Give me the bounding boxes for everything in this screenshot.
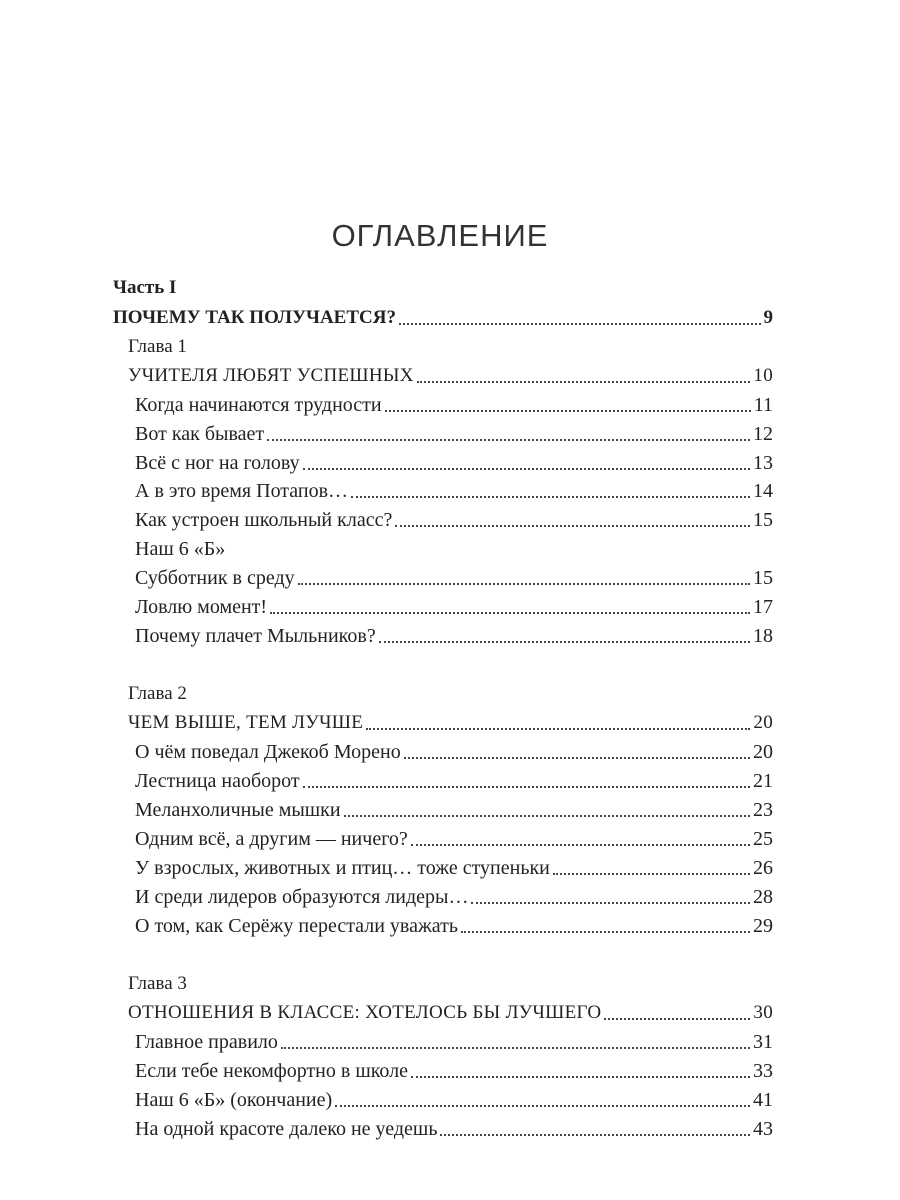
toc-entry[interactable] xyxy=(135,796,773,824)
toc-entry[interactable] xyxy=(135,622,773,650)
entry-page: 23 xyxy=(753,799,773,821)
dot-leader xyxy=(335,1105,750,1107)
part-label: Часть I xyxy=(113,277,177,298)
entry-page: 13 xyxy=(753,452,773,474)
entry-label: Наш 6 «Б» xyxy=(135,538,226,560)
entry-page: 9 xyxy=(763,307,773,328)
entry-label: Ловлю момент! xyxy=(135,596,268,618)
entry-label: ЧЕМ ВЫШЕ, ТЕМ ЛУЧШЕ xyxy=(128,712,364,733)
entry-page: 15 xyxy=(753,509,773,531)
entry-label: ОТНОШЕНИЯ В КЛАССЕ: ХОТЕЛОСЬ БЫ ЛУЧШЕГО xyxy=(128,1002,602,1023)
dot-leader xyxy=(399,323,761,325)
dot-leader xyxy=(267,439,750,441)
toc-entry-chapter-2[interactable] xyxy=(128,709,773,737)
toc-entry[interactable] xyxy=(135,391,773,419)
toc-entry[interactable] xyxy=(135,1086,773,1114)
dot-leader xyxy=(395,525,750,527)
chapter-label: Глава 2 xyxy=(128,683,187,704)
dot-leader xyxy=(379,641,750,643)
entry-label: Главное правило xyxy=(135,1031,278,1053)
entry-page: 30 xyxy=(753,1002,773,1023)
entry-label: Меланхоличные мышки xyxy=(135,799,341,821)
toc-entry[interactable] xyxy=(135,420,773,448)
entry-label: Одним всё, а другим — ничего? xyxy=(135,828,408,850)
entry-page: 14 xyxy=(753,480,773,502)
dot-leader xyxy=(440,1134,750,1136)
toc-entry[interactable] xyxy=(135,912,773,940)
entry-page: 29 xyxy=(753,915,773,937)
dot-leader xyxy=(404,757,750,759)
toc-entry[interactable] xyxy=(135,825,773,853)
entry-page: 43 xyxy=(753,1118,773,1140)
entry-page: 41 xyxy=(753,1089,773,1111)
dot-leader xyxy=(461,931,750,933)
toc-entry[interactable] xyxy=(135,1028,773,1056)
entry-page: 17 xyxy=(753,596,773,618)
toc-subheading xyxy=(135,535,773,563)
toc-entry[interactable] xyxy=(135,506,773,534)
toc-entry[interactable] xyxy=(135,1115,773,1143)
entry-label: ПОЧЕМУ ТАК ПОЛУЧАЕТСЯ? xyxy=(113,307,396,328)
entry-label: У взрослых, животных и птиц… тоже ступеньки xyxy=(135,857,550,879)
toc-entry-chapter-3[interactable] xyxy=(128,999,773,1027)
entry-page: 20 xyxy=(753,712,773,733)
chapter-label: Глава 3 xyxy=(128,973,187,994)
dot-leader xyxy=(270,612,750,614)
toc-entry[interactable] xyxy=(135,883,773,911)
entry-label: Как устроен школьный класс? xyxy=(135,509,393,531)
toc-entry-chapter-1[interactable] xyxy=(128,362,773,390)
entry-page: 31 xyxy=(753,1031,773,1053)
dot-leader xyxy=(553,873,750,875)
page-title: ОГЛАВЛЕНИЕ xyxy=(331,218,549,253)
dot-leader xyxy=(385,410,751,412)
entry-label: Субботник в среду xyxy=(135,567,295,589)
chapter-label: Глава 1 xyxy=(128,336,187,357)
entry-page: 26 xyxy=(753,857,773,879)
entry-page: 28 xyxy=(753,886,773,908)
entry-label: Всё с ног на голову xyxy=(135,452,300,474)
entry-label: Вот как бывает xyxy=(135,423,265,445)
dot-leader xyxy=(344,815,750,817)
toc-entry[interactable] xyxy=(135,477,773,505)
dot-leader xyxy=(471,902,750,904)
toc-entry[interactable] xyxy=(135,449,773,477)
toc-entry-part-1[interactable] xyxy=(113,304,773,332)
entry-label: УЧИТЕЛЯ ЛЮБЯТ УСПЕШНЫХ xyxy=(128,365,414,386)
entry-page: 11 xyxy=(753,394,773,416)
entry-label: А в это время Потапов… xyxy=(135,480,349,502)
dot-leader xyxy=(298,583,750,585)
entry-label: Лестница наоборот xyxy=(135,770,300,792)
entry-label: Почему плачет Мыльников? xyxy=(135,625,376,647)
dot-leader xyxy=(303,786,750,788)
toc-entry[interactable] xyxy=(135,767,773,795)
dot-leader xyxy=(411,844,750,846)
entry-page: 15 xyxy=(753,567,773,589)
toc-entry[interactable] xyxy=(135,593,773,621)
dot-leader xyxy=(411,1076,750,1078)
dot-leader xyxy=(417,381,751,383)
entry-label: И среди лидеров образуются лидеры… xyxy=(135,886,469,908)
dot-leader xyxy=(351,496,750,498)
dot-leader xyxy=(303,468,750,470)
entry-page: 21 xyxy=(753,770,773,792)
dot-leader xyxy=(604,1018,750,1020)
entry-page: 25 xyxy=(753,828,773,850)
toc-entry[interactable] xyxy=(135,854,773,882)
entry-page: 20 xyxy=(753,741,773,763)
entry-label: На одной красоте далеко не уедешь xyxy=(135,1118,438,1140)
toc-entry[interactable] xyxy=(135,564,773,592)
entry-page: 18 xyxy=(753,625,773,647)
entry-label: Когда начинаются трудности xyxy=(135,394,382,416)
toc-entry[interactable] xyxy=(135,738,773,766)
entry-label: Наш 6 «Б» (окончание) xyxy=(135,1089,333,1111)
dot-leader xyxy=(281,1047,750,1049)
dot-leader xyxy=(366,728,750,730)
entry-label: О чём поведал Джекоб Морено xyxy=(135,741,401,763)
entry-label: Если тебе некомфортно в школе xyxy=(135,1060,409,1082)
entry-page: 10 xyxy=(753,365,773,386)
toc-entry[interactable] xyxy=(135,1057,773,1085)
entry-label: О том, как Серёжу перестали уважать xyxy=(135,915,459,937)
entry-page: 12 xyxy=(753,423,773,445)
entry-page: 33 xyxy=(753,1060,773,1082)
